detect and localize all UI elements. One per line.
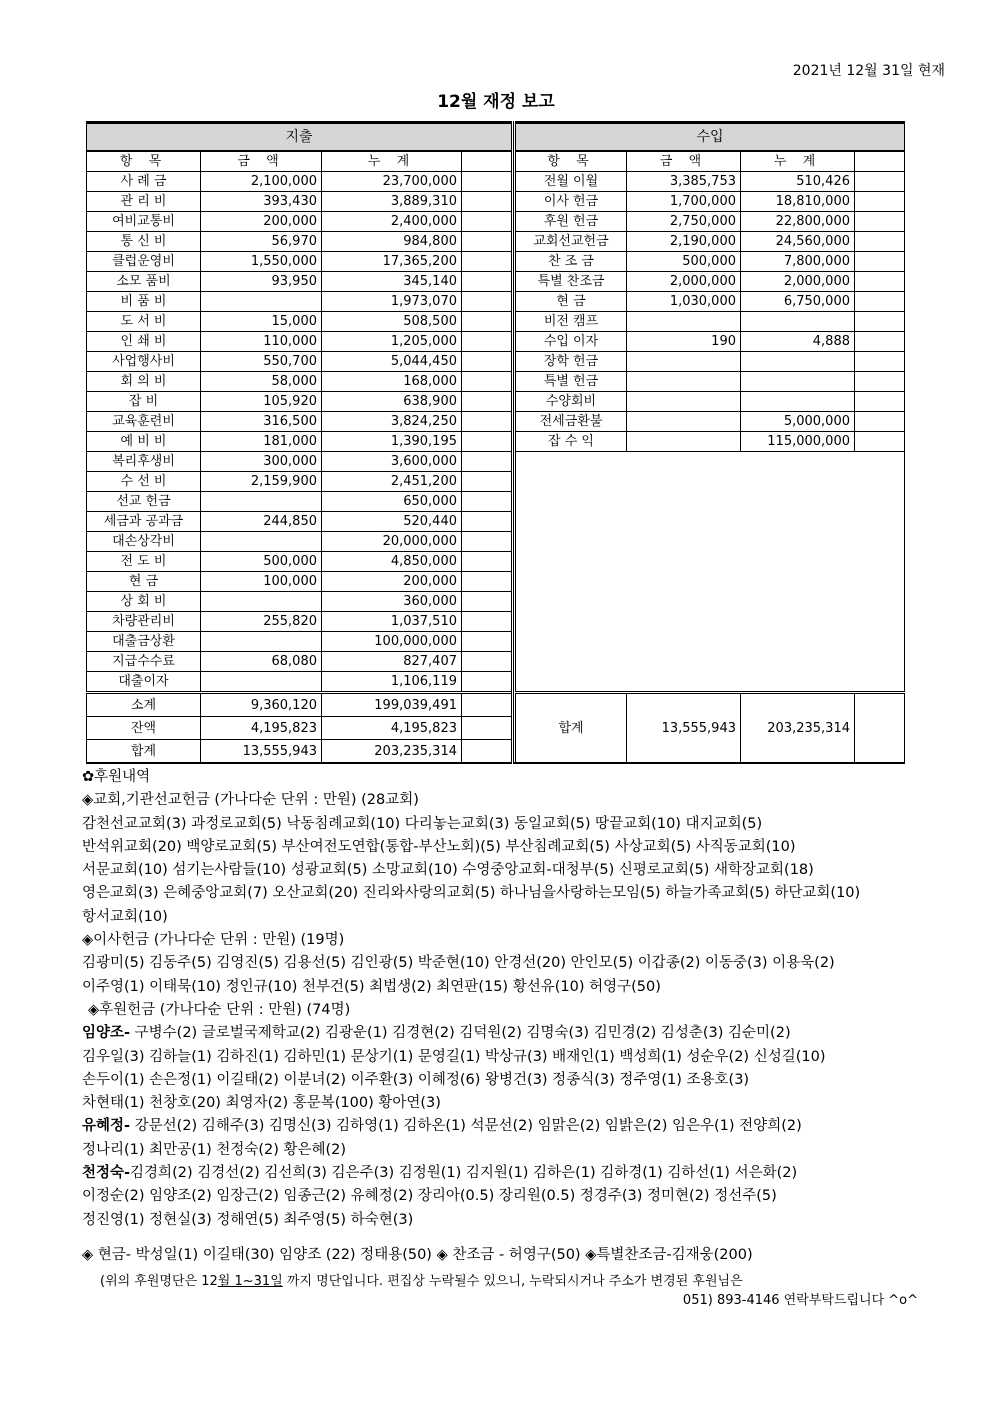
expense-item: 도 서 비 [87, 312, 201, 332]
expense-item: 사업행사비 [87, 352, 201, 372]
expense-total-label: 소계 [87, 693, 201, 717]
expense-cumulative: 23,700,000 [322, 172, 462, 192]
expense-blank [462, 492, 513, 512]
income-cumulative [741, 392, 855, 412]
church-line: 반석위교회(20) 백양로교회(5) 부산여전도연합(통합-부산노회)(5) 부산침례교회(5) 사상교회(5) 사직동교회(10) [82, 838, 796, 855]
director-line: 이주영(1) 이태묵(10) 정인규(10) 천부건(5) 최법생(2) 최연판(15) 황선유(10) 허영구(50) [82, 978, 661, 995]
income-empty [516, 472, 905, 492]
income-item: 후원 헌금 [516, 212, 627, 232]
expense-amount: 100,000 [201, 572, 322, 592]
misc-donations: ◈ 현금- 박성일(1) 이길태(30) 임양조 (22) 정태용(50) ◈ 찬조금 - 허영구(50) ◈특별찬조금-김재웅(200) [82, 1246, 753, 1263]
expense-item: 인 쇄 비 [87, 332, 201, 352]
income-total-label: 합계 [516, 693, 627, 764]
expense-amount: 244,850 [201, 512, 322, 532]
expense-item: 수 선 비 [87, 472, 201, 492]
income-empty [516, 552, 905, 572]
income-cumulative: 22,800,000 [741, 212, 855, 232]
table-row [87, 212, 905, 232]
expense-cumulative: 1,037,510 [322, 612, 462, 632]
expense-amount: 500,000 [201, 552, 322, 572]
income-blank [855, 252, 905, 272]
expense-blank [462, 232, 513, 252]
director-line: 김광미(5) 김동주(5) 김영진(5) 김용선(5) 김인광(5) 박준현(10) 안경선(20) 안인모(5) 이갑종(2) 이동중(3) 이용욱(2) [82, 955, 835, 972]
income-cumulative: 6,750,000 [741, 292, 855, 312]
income-empty [516, 652, 905, 672]
expense-total-cumulative: 203,235,314 [322, 740, 462, 764]
income-item: 장학 헌금 [516, 352, 627, 372]
expense-amount: 393,430 [201, 192, 322, 212]
notice-contact: 051) 893-4146 연락부탁드립니다 ^o^ [682, 1293, 918, 1308]
income-cumulative: 115,000,000 [741, 432, 855, 452]
income-cumulative: 2,000,000 [741, 272, 855, 292]
expense-cumulative: 20,000,000 [322, 532, 462, 552]
table-row [87, 392, 905, 412]
expense-item: 복리후생비 [87, 452, 201, 472]
finance-table [86, 121, 905, 764]
expense-cumulative: 638,900 [322, 392, 462, 412]
expense-blank [462, 532, 513, 552]
group3-line: 이정순(2) 임양조(2) 임장근(2) 임종근(2) 유혜정(2) 장리아(0.5) 장리원(0.5) 정경주(3) 정미현(2) 정선주(5) [82, 1188, 777, 1205]
expense-cumulative: 17,365,200 [322, 252, 462, 272]
expense-item: 선교 헌금 [87, 492, 201, 512]
expense-blank [462, 252, 513, 272]
expense-blank [462, 572, 513, 592]
expense-blank [462, 717, 513, 740]
income-amount: 2,190,000 [627, 232, 741, 252]
expense-item: 관 리 비 [87, 192, 201, 212]
group1-name: 임양조- [82, 1025, 131, 1042]
income-blank [855, 432, 905, 452]
income-total-cumulative: 203,235,314 [741, 693, 855, 764]
income-blank [855, 693, 905, 764]
expense-blank [462, 592, 513, 612]
group1-line: 차현태(1) 천창호(20) 최영자(2) 홍문복(100) 황아연(3) [82, 1095, 441, 1112]
expense-blank [462, 172, 513, 192]
table-row [87, 632, 905, 652]
income-item: 전월 이월 [516, 172, 627, 192]
expense-amount: 550,700 [201, 352, 322, 372]
income-blank [855, 392, 905, 412]
expense-item: 현 금 [87, 572, 201, 592]
expense-cumulative: 360,000 [322, 592, 462, 612]
income-blank [855, 232, 905, 252]
table-row [87, 172, 905, 192]
expense-item: 차량관리비 [87, 612, 201, 632]
expense-item: 여비교통비 [87, 212, 201, 232]
page-title: 12월 재정 보고 [437, 92, 555, 112]
table-row [87, 412, 905, 432]
expense-cumulative: 2,451,200 [322, 472, 462, 492]
expense-cumulative: 3,889,310 [322, 192, 462, 212]
expense-blank [462, 632, 513, 652]
income-item: 찬 조 금 [516, 252, 627, 272]
income-item: 이사 헌금 [516, 192, 627, 212]
group3-name: 천정숙- [82, 1165, 131, 1182]
income-item: 수입 이자 [516, 332, 627, 352]
expense-amount: 255,820 [201, 612, 322, 632]
group1-first-line: 임양조- 구병수(2) 글로벌국제학교(2) 김광운(1) 김경현(2) 김덕원(2) 김명숙(3) 김민경(2) 김성춘(3) 김순미(2) [82, 1025, 791, 1042]
table-row [87, 472, 905, 492]
expense-blank [462, 432, 513, 452]
income-cumulative [741, 312, 855, 332]
table-row [87, 332, 905, 352]
expense-blank [462, 512, 513, 532]
expense-item: 회 의 비 [87, 372, 201, 392]
expense-amount: 15,000 [201, 312, 322, 332]
expense-blank [462, 192, 513, 212]
income-item: 수양회비 [516, 392, 627, 412]
expense-blank [462, 740, 513, 764]
income-blank [855, 352, 905, 372]
expense-blank [462, 452, 513, 472]
expense-cumulative: 3,824,250 [322, 412, 462, 432]
col-amount: 금 액 [201, 151, 322, 172]
expense-total-amount: 9,360,120 [201, 693, 322, 717]
expense-cumulative: 2,400,000 [322, 212, 462, 232]
table-row [87, 432, 905, 452]
income-item: 현 금 [516, 292, 627, 312]
notice-line-1: (위의 후원명단은 12월 1~31일 까지 명단입니다. 편집상 누락될수 있으니, 누락되시거나 주소가 변경된 후원님은 [100, 1274, 743, 1289]
donor-list [82, 766, 952, 1267]
income-blank [855, 312, 905, 332]
income-cumulative: 7,800,000 [741, 252, 855, 272]
group2-name: 유혜정- [82, 1118, 131, 1135]
expense-item: 대손상각비 [87, 532, 201, 552]
income-item: 교회선교헌금 [516, 232, 627, 252]
expense-item: 대출금상환 [87, 632, 201, 652]
income-item: 특별 찬조금 [516, 272, 627, 292]
expense-blank [462, 332, 513, 352]
church-line: 서문교회(10) 섬기는사람들(10) 성광교회(5) 소망교회(10) 수영중앙교회-대청부(5) 신평로교회(5) 새학장교회(18) [82, 862, 814, 879]
income-amount: 2,750,000 [627, 212, 741, 232]
table-row [87, 452, 905, 472]
expense-item: 전 도 비 [87, 552, 201, 572]
income-blank [855, 412, 905, 432]
income-empty [516, 452, 905, 472]
expense-cumulative: 650,000 [322, 492, 462, 512]
income-cumulative: 4,888 [741, 332, 855, 352]
group1-line: 김우일(3) 김하늘(1) 김하진(1) 김하민(1) 문상기(1) 문영길(1) 박상규(3) 배재인(1) 백성희(1) 성순우(2) 신성길(10) [82, 1048, 826, 1065]
expense-amount: 2,100,000 [201, 172, 322, 192]
expense-total-label: 합계 [87, 740, 201, 764]
expense-cumulative: 200,000 [322, 572, 462, 592]
income-blank [855, 172, 905, 192]
expense-cumulative: 827,407 [322, 652, 462, 672]
expense-blank [462, 412, 513, 432]
group3-first-line: 천정숙-김경희(2) 김경선(2) 김선희(3) 김은주(3) 김정원(1) 김지원(1) 김하은(1) 김하경(1) 김하선(1) 서은화(2) [82, 1165, 798, 1182]
expense-total-amount: 13,555,943 [201, 740, 322, 764]
expense-item: 대출이자 [87, 672, 201, 693]
expense-amount [201, 292, 322, 312]
expense-amount [201, 672, 322, 693]
income-empty [516, 592, 905, 612]
income-amount: 1,030,000 [627, 292, 741, 312]
income-item: 잡 수 익 [516, 432, 627, 452]
expense-amount [201, 592, 322, 612]
table-row [87, 232, 905, 252]
col-cumulative: 누 계 [741, 151, 855, 172]
expense-cumulative: 520,440 [322, 512, 462, 532]
income-cumulative: 18,810,000 [741, 192, 855, 212]
expense-blank [462, 472, 513, 492]
col-item: 항 목 [87, 151, 201, 172]
notice [100, 1272, 918, 1310]
expense-amount [201, 492, 322, 512]
expense-amount [201, 632, 322, 652]
income-cumulative: 5,000,000 [741, 412, 855, 432]
expense-item: 사 례 금 [87, 172, 201, 192]
donor-heading: ✿후원내역 [82, 769, 151, 785]
expense-amount: 200,000 [201, 212, 322, 232]
expense-cumulative: 984,800 [322, 232, 462, 252]
income-amount [627, 412, 741, 432]
expense-amount: 56,970 [201, 232, 322, 252]
expense-item: 교육훈련비 [87, 412, 201, 432]
income-empty [516, 632, 905, 652]
income-empty [516, 512, 905, 532]
income-amount [627, 312, 741, 332]
expense-amount: 300,000 [201, 452, 322, 472]
expense-item: 클럽운영비 [87, 252, 201, 272]
col-amount: 금 액 [627, 151, 741, 172]
church-line: 영은교회(3) 은혜중앙교회(7) 오산교회(20) 진리와사랑의교회(5) 하나님을사랑하는모임(5) 하늘가족교회(5) 하단교회(10) [82, 885, 861, 902]
income-blank [855, 332, 905, 352]
expense-blank [462, 292, 513, 312]
income-amount [627, 372, 741, 392]
expense-cumulative: 508,500 [322, 312, 462, 332]
income-amount: 1,700,000 [627, 192, 741, 212]
church-heading: ◈교회,기관선교헌금 (가나다순 단위 : 만원) (28교회) [82, 792, 419, 809]
expense-cumulative: 100,000,000 [322, 632, 462, 652]
expense-item: 예 비 비 [87, 432, 201, 452]
table-row [87, 612, 905, 632]
church-line: 항서교회(10) [82, 908, 168, 925]
table-row [87, 592, 905, 612]
expense-item: 비 품 비 [87, 292, 201, 312]
income-cumulative: 510,426 [741, 172, 855, 192]
income-empty [516, 612, 905, 632]
director-heading: ◈이사헌금 (가나다순 단위 : 만원) (19명) [82, 932, 345, 949]
expense-amount: 316,500 [201, 412, 322, 432]
income-amount: 3,385,753 [627, 172, 741, 192]
table-row [87, 352, 905, 372]
report-date: 2021년 12월 31일 현재 [792, 63, 945, 79]
income-header: 수입 [516, 123, 905, 152]
expense-item: 소모 품비 [87, 272, 201, 292]
expense-amount [201, 532, 322, 552]
table-row [87, 292, 905, 312]
church-line: 감천선교교회(3) 과정로교회(5) 낙동침례교회(10) 다리놓는교회(3) 동일교회(5) 땅끝교회(10) 대지교회(5) [82, 815, 763, 832]
income-blank [855, 372, 905, 392]
expense-item: 잡 비 [87, 392, 201, 412]
table-row [87, 492, 905, 512]
income-item: 특별 헌금 [516, 372, 627, 392]
table-row [87, 532, 905, 552]
expense-blank [462, 212, 513, 232]
total-row [87, 693, 905, 717]
income-blank [855, 292, 905, 312]
income-amount: 190 [627, 332, 741, 352]
expense-cumulative: 4,850,000 [322, 552, 462, 572]
expense-amount: 105,920 [201, 392, 322, 412]
expense-amount: 110,000 [201, 332, 322, 352]
income-amount: 500,000 [627, 252, 741, 272]
expense-cumulative: 1,973,070 [322, 292, 462, 312]
expense-blank [462, 552, 513, 572]
expense-amount: 93,950 [201, 272, 322, 292]
expense-blank [462, 693, 513, 717]
expense-blank [462, 352, 513, 372]
expense-amount: 68,080 [201, 652, 322, 672]
income-empty [516, 532, 905, 552]
expense-blank [462, 612, 513, 632]
expense-cumulative: 345,140 [322, 272, 462, 292]
table-row [87, 272, 905, 292]
col-item: 항 목 [516, 151, 627, 172]
income-amount: 2,000,000 [627, 272, 741, 292]
expense-blank [462, 392, 513, 412]
expense-cumulative: 1,205,000 [322, 332, 462, 352]
support-heading: ◈후원헌금 (가나다순 단위 : 만원) (74명) [88, 1001, 351, 1018]
expense-amount: 181,000 [201, 432, 322, 452]
table-row [87, 672, 905, 693]
income-item: 전세금환불 [516, 412, 627, 432]
expense-blank [462, 312, 513, 332]
expense-item: 세금과 공과금 [87, 512, 201, 532]
income-amount [627, 392, 741, 412]
expense-cumulative: 1,106,119 [322, 672, 462, 693]
income-amount [627, 352, 741, 372]
expense-blank [462, 652, 513, 672]
table-row [87, 252, 905, 272]
group3-line: 정진영(1) 정현실(3) 정해연(5) 최주영(5) 하숙현(3) [82, 1211, 414, 1228]
expense-total-amount: 4,195,823 [201, 717, 322, 740]
col-cumulative: 누 계 [322, 151, 462, 172]
income-amount [627, 432, 741, 452]
expense-blank [462, 672, 513, 693]
expense-blank [462, 272, 513, 292]
expense-item: 상 회 비 [87, 592, 201, 612]
income-blank [855, 212, 905, 232]
expense-cumulative: 5,044,450 [322, 352, 462, 372]
group1-line: 손두이(1) 손은정(1) 이길태(2) 이분녀(2) 이주환(3) 이혜정(6) 왕병건(3) 정종식(3) 정주영(1) 조용호(3) [82, 1071, 750, 1088]
table-row [87, 312, 905, 332]
expense-cumulative: 3,600,000 [322, 452, 462, 472]
expense-cumulative: 168,000 [322, 372, 462, 392]
income-total-amount: 13,555,943 [627, 693, 741, 764]
table-row [87, 372, 905, 392]
table-row [87, 652, 905, 672]
income-cumulative: 24,560,000 [741, 232, 855, 252]
expense-amount: 58,000 [201, 372, 322, 392]
table-row [87, 552, 905, 572]
expense-total-cumulative: 4,195,823 [322, 717, 462, 740]
group2-first-line: 유혜정- 강문선(2) 김해주(3) 김명신(3) 김하영(1) 김하온(1) 석문선(2) 임맑은(2) 임밝은(2) 임은우(1) 전양희(2) [82, 1118, 802, 1135]
expense-amount: 1,550,000 [201, 252, 322, 272]
income-empty [516, 672, 905, 693]
income-empty [516, 492, 905, 512]
income-cumulative [741, 352, 855, 372]
expense-item: 통 신 비 [87, 232, 201, 252]
table-row [87, 192, 905, 212]
income-item: 비전 캠프 [516, 312, 627, 332]
income-cumulative [741, 372, 855, 392]
income-empty [516, 572, 905, 592]
income-blank [855, 192, 905, 212]
income-blank [855, 272, 905, 292]
expense-header: 지출 [87, 123, 513, 152]
expense-amount: 2,159,900 [201, 472, 322, 492]
group2-line: 정나리(1) 최만공(1) 천정숙(2) 황은혜(2) [82, 1141, 347, 1158]
table-row [87, 512, 905, 532]
expense-cumulative: 1,390,195 [322, 432, 462, 452]
expense-blank [462, 372, 513, 392]
expense-total-cumulative: 199,039,491 [322, 693, 462, 717]
expense-total-label: 잔액 [87, 717, 201, 740]
expense-item: 지급수수료 [87, 652, 201, 672]
table-row [87, 572, 905, 592]
